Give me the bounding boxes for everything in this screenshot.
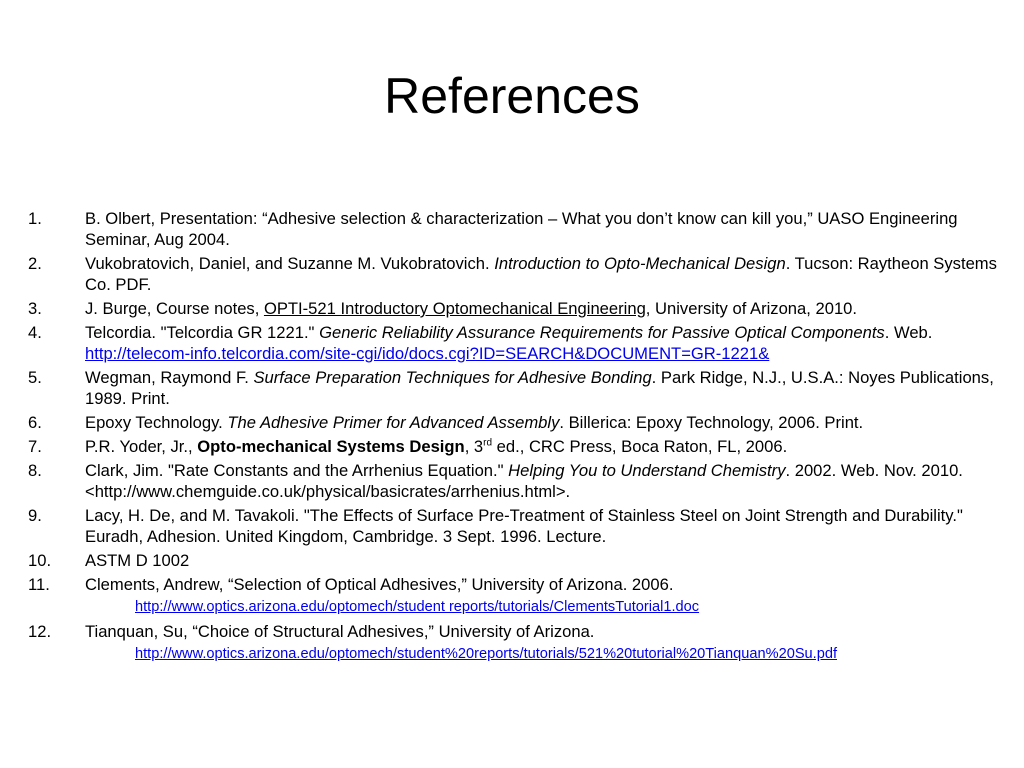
reference-text: Telcordia. "Telcordia GR 1221.": [85, 323, 320, 342]
reference-text: P.R. Yoder, Jr.,: [85, 437, 198, 456]
reference-text: . Park Ridge, N.J., U.S.A.: Noyes Publications, 1989. Print.: [85, 368, 994, 408]
slide-title: References: [384, 68, 640, 124]
reference-number: 5.: [28, 368, 42, 387]
reference-number: 3.: [28, 299, 42, 318]
reference-title: Introduction to Opto-Mechanical Design: [494, 254, 786, 273]
reference-text: . Billerica: Epoxy Technology, 2006. Print.: [559, 413, 864, 432]
reference-text: Vukobratovich, Daniel, and Suzanne M. Vukobratovich.: [85, 254, 495, 273]
reference-text: Clements, Andrew, “Selection of Optical Adhesives,” University of Arizona. 2006.: [85, 575, 674, 594]
reference-item-12: [28, 621, 1000, 665]
reference-text: Epoxy Technology.: [85, 413, 228, 432]
reference-item-5: [28, 367, 1000, 409]
reference-title: Helping You to Understand Chemistry: [508, 461, 786, 480]
reference-item-10: [28, 550, 1000, 571]
reference-title: Surface Preparation Techniques for Adhesive Bonding: [253, 368, 652, 387]
reference-item-4: [28, 322, 1000, 364]
reference-text: B. Olbert, Presentation: “Adhesive selection & characterization – What you don’t know can kill you,” UASO Engineering Seminar, Aug 2004.: [85, 209, 958, 249]
reference-item-11: [28, 574, 1000, 618]
reference-number: 9.: [28, 506, 42, 525]
reference-number: 8.: [28, 461, 42, 480]
reference-list: [28, 208, 1000, 665]
reference-number: 2.: [28, 254, 42, 273]
reference-item-7: [28, 436, 1000, 457]
reference-text: . 2002. Web. Nov. 2010. <http://www.chemguide.co.uk/physical/basicrates/arrhenius.html>.: [85, 461, 963, 501]
reference-link-line: [85, 596, 1000, 618]
reference-text: ed., CRC Press, Boca Raton, FL, 2006.: [492, 437, 788, 456]
reference-text: , University of Arizona, 2010.: [645, 299, 858, 318]
reference-text: . Web.: [884, 323, 933, 342]
reference-text: Wegman, Raymond F.: [85, 368, 254, 387]
reference-text: J. Burge, Course notes,: [85, 299, 264, 318]
reference-text: , 3: [464, 437, 484, 456]
reference-item-1: [28, 208, 1000, 250]
reference-number: 1.: [28, 209, 42, 228]
reference-link[interactable]: http://telecom-info.telcordia.com/site-cgi/ido/docs.cgi?ID=SEARCH&DOCUMENT=GR-1221&: [85, 344, 770, 363]
reference-number: 6.: [28, 413, 42, 432]
reference-item-8: [28, 460, 1000, 502]
reference-link[interactable]: http://www.optics.arizona.edu/optomech/student reports/tutorials/ClementsTutorial1.doc: [135, 599, 700, 615]
reference-item-3: [28, 298, 1000, 319]
reference-link-line: [85, 643, 1000, 665]
reference-text: Clark, Jim. "Rate Constants and the Arrhenius Equation.": [85, 461, 509, 480]
reference-text: ASTM D 1002: [85, 551, 190, 570]
reference-item-2: [28, 253, 1000, 295]
reference-text: Tianquan, Su, “Choice of Structural Adhesives,” University of Arizona.: [85, 622, 595, 641]
reference-title: Opto-mechanical Systems Design: [197, 437, 465, 456]
reference-number: 7.: [28, 437, 42, 456]
reference-title: The Adhesive Primer for Advanced Assembly: [227, 413, 560, 432]
reference-title: Generic Reliability Assurance Requirements for Passive Optical Components: [319, 323, 885, 342]
reference-number: 4.: [28, 323, 42, 342]
reference-link[interactable]: http://www.optics.arizona.edu/optomech/student%20reports/tutorials/521%20tutorial%20Tianquan%20Su.pdf: [135, 646, 838, 662]
reference-text: Lacy, H. De, and M. Tavakoli. "The Effects of Surface Pre-Treatment of Stainless Steel on Joint Strength and Durability." Euradh, Adhesion. United Kingdom, Cambridge. 3 Sept. 1996. Lecture.: [85, 506, 963, 546]
reference-title: OPTI-521 Introductory Optomechanical Engineering: [263, 299, 646, 318]
reference-text: . Tucson: Raytheon Systems Co. PDF.: [85, 254, 997, 294]
reference-number: 11.: [28, 575, 50, 594]
reference-number: 10.: [28, 551, 52, 570]
reference-item-9: [28, 505, 1000, 547]
reference-item-6: [28, 412, 1000, 433]
reference-superscript: rd: [483, 437, 493, 449]
reference-number: 12.: [28, 622, 52, 641]
